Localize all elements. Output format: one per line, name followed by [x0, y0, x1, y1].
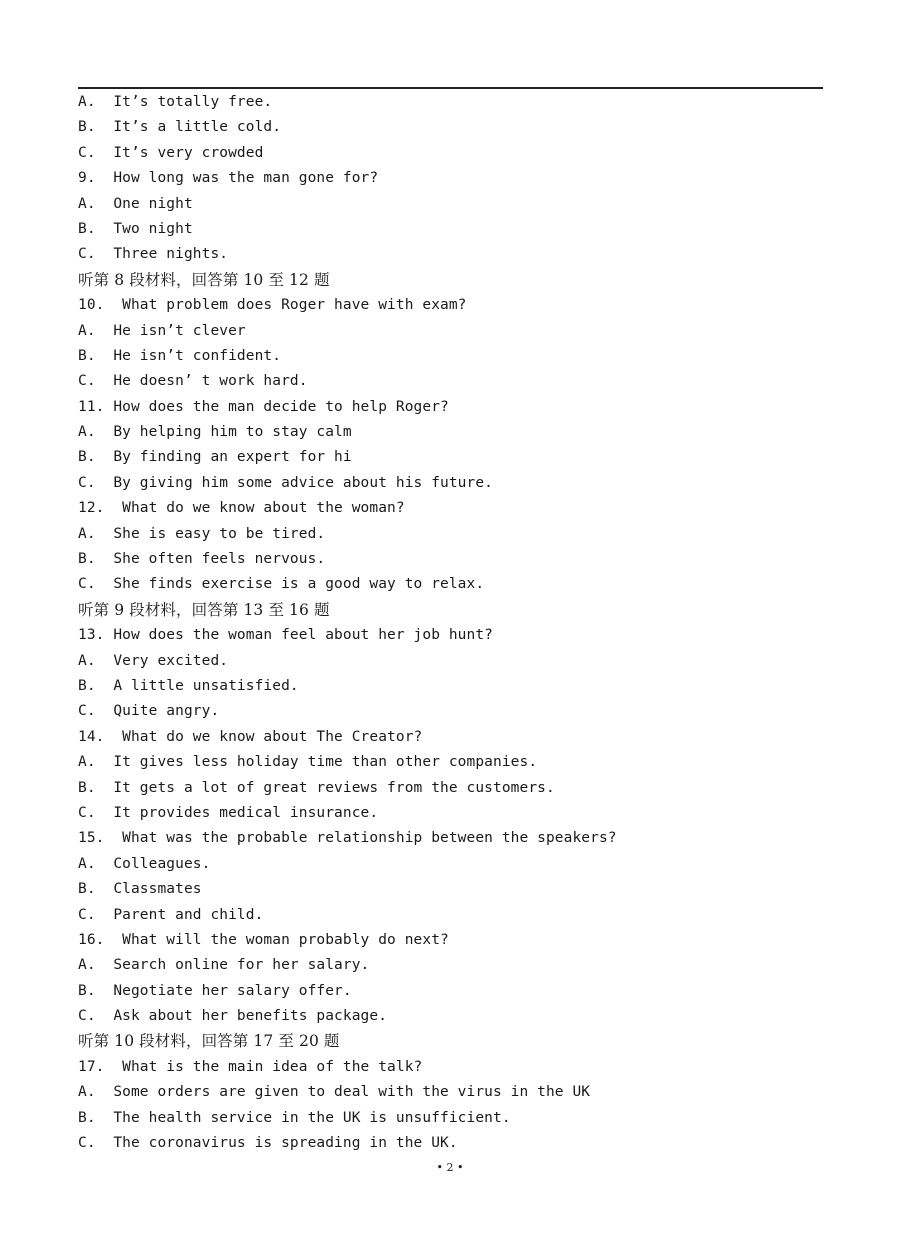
- option-line: C. He doesn’ t work hard.: [78, 373, 308, 390]
- option-line: B. A little unsatisfied.: [78, 677, 299, 694]
- section-heading: 听第 8 段材料，回答第 10 至 12 题: [78, 270, 330, 289]
- option-line: A. It gives less holiday time than other companies.: [78, 754, 538, 771]
- option-line: B. The health service in the UK is unsufficient.: [78, 1109, 511, 1126]
- question-line: 11. How does the man decide to help Roger?: [78, 398, 449, 415]
- option-line: B. Classmates: [78, 881, 202, 898]
- question-line: 16. What will the woman probably do next?: [78, 931, 449, 948]
- option-line: C. Quite angry.: [78, 703, 220, 720]
- option-line: C. Ask about her benefits package.: [78, 1008, 388, 1025]
- option-line: B. By finding an expert for hi: [78, 449, 352, 466]
- option-line: A. One night: [78, 195, 193, 212]
- option-line: A. Colleagues.: [78, 855, 211, 872]
- section-heading: 听第 9 段材料，回答第 13 至 16 题: [78, 600, 330, 619]
- option-line: C. She finds exercise is a good way to relax.: [78, 576, 485, 593]
- question-line: 10. What problem does Roger have with exam?: [78, 297, 467, 314]
- option-line: C. It’s very crowded: [78, 144, 264, 161]
- section-heading: 听第 10 段材料，回答第 17 至 20 题: [78, 1032, 340, 1051]
- option-line: C. Parent and child.: [78, 906, 264, 923]
- option-line: A. He isn’t clever: [78, 322, 246, 339]
- question-line: 17. What is the main idea of the talk?: [78, 1058, 423, 1075]
- option-line: A. By helping him to stay calm: [78, 424, 352, 441]
- question-line: 12. What do we know about the woman?: [78, 500, 405, 517]
- option-line: B. He isn’t confident.: [78, 347, 282, 364]
- option-line: B. Negotiate her salary offer.: [78, 982, 352, 999]
- page-number: • 2 •: [436, 1161, 464, 1174]
- question-line: 15. What was the probable relationship between the speakers?: [78, 830, 617, 847]
- option-line: A. Very excited.: [78, 652, 229, 669]
- question-line: 9. How long was the man gone for?: [78, 170, 379, 187]
- question-line: 13. How does the woman feel about her job hunt?: [78, 627, 493, 644]
- option-line: C. Three nights.: [78, 246, 229, 263]
- option-line: B. It gets a lot of great reviews from the customers.: [78, 779, 555, 796]
- question-line: 14. What do we know about The Creator?: [78, 728, 423, 745]
- option-line: A. She is easy to be tired.: [78, 525, 326, 542]
- option-line: C. The coronavirus is spreading in the UK.: [78, 1135, 458, 1152]
- option-line: C. It provides medical insurance.: [78, 804, 379, 821]
- option-line: A. It’s totally free.: [78, 94, 273, 110]
- option-line: B. She often feels nervous.: [78, 551, 326, 568]
- option-line: B. Two night: [78, 220, 193, 237]
- header-rule: [78, 87, 823, 89]
- option-line: A. Some orders are given to deal with the virus in the UK: [78, 1084, 591, 1101]
- question-content: [78, 90, 823, 1156]
- option-line: B. It’s a little cold.: [78, 119, 282, 136]
- option-line: A. Search online for her salary.: [78, 957, 370, 974]
- option-line: C. By giving him some advice about his future.: [78, 474, 493, 491]
